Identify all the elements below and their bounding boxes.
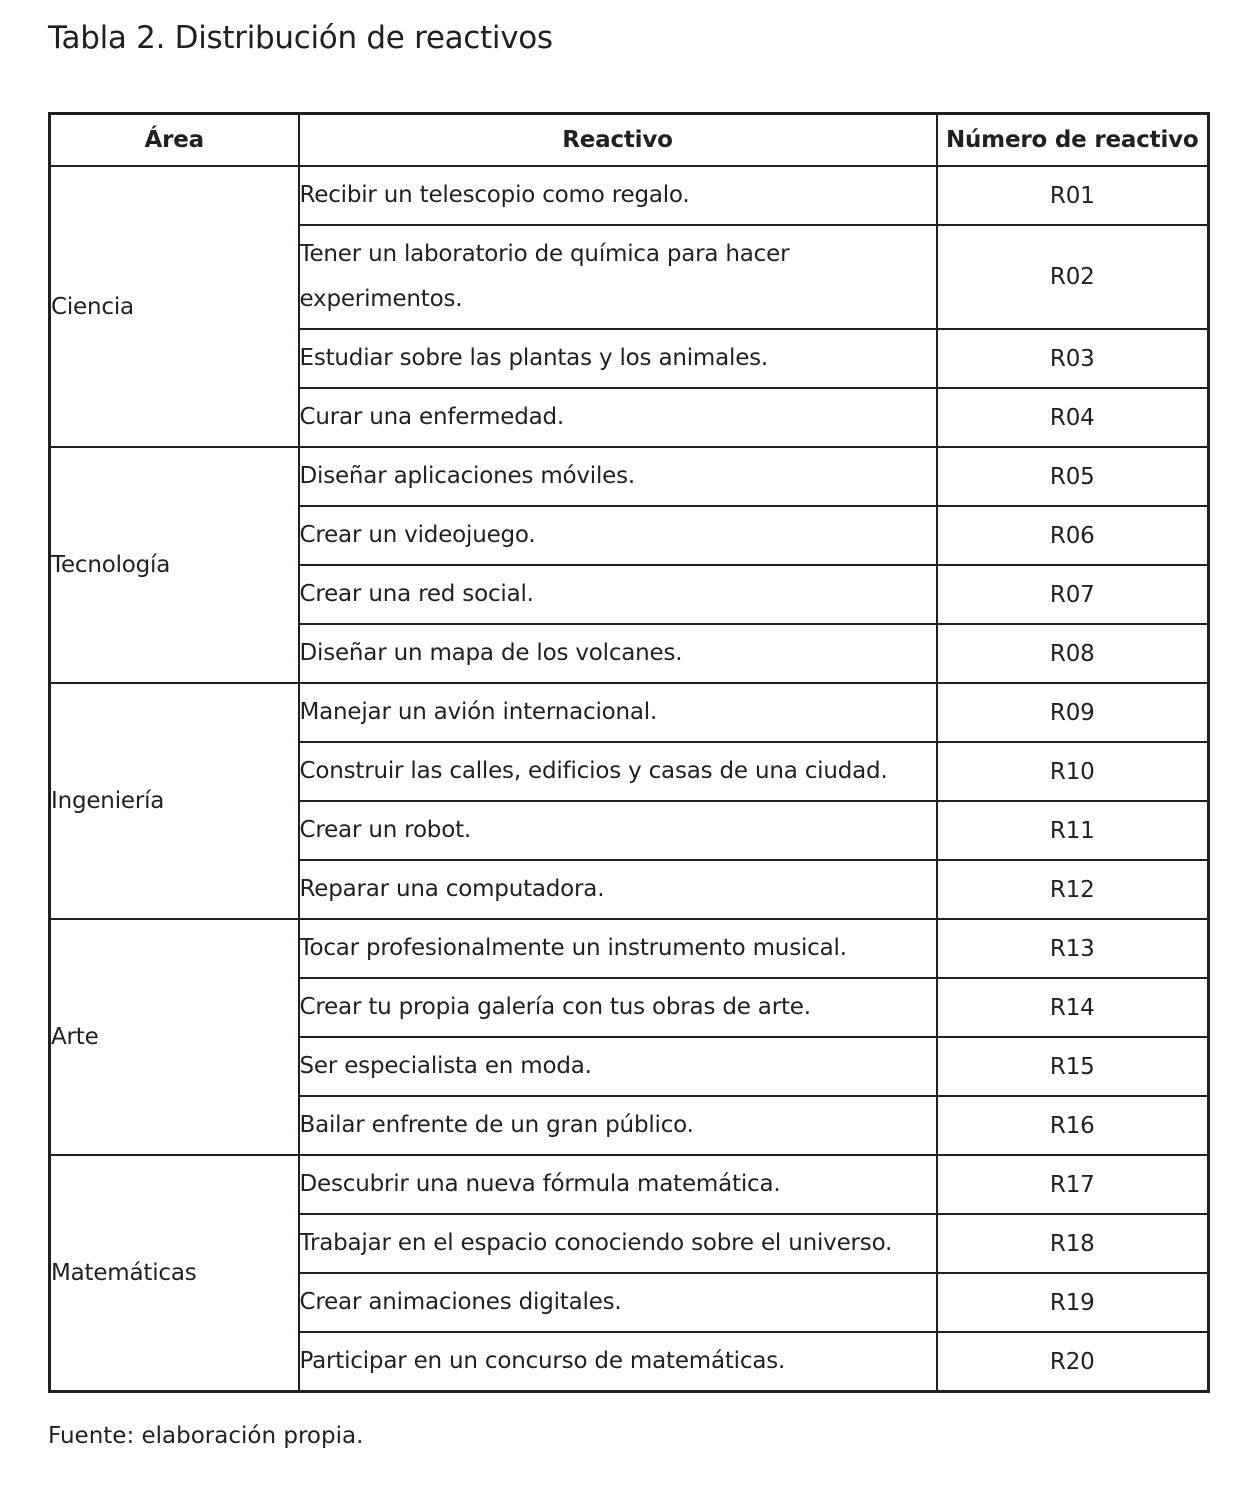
header-reactivo: Reactivo xyxy=(299,114,937,167)
table-title: Tabla 2. Distribución de reactivos xyxy=(48,20,553,56)
numero-cell: R19 xyxy=(937,1273,1209,1332)
area-cell-arte: Arte xyxy=(50,919,299,1155)
numero-cell: R04 xyxy=(937,388,1209,447)
reactivo-cell: Participar en un concurso de matemáticas. xyxy=(299,1332,937,1392)
reactivo-cell: Construir las calles, edificios y casas de una ciudad. xyxy=(299,742,937,801)
area-cell-ciencia: Ciencia xyxy=(50,166,299,447)
reactivo-cell: Trabajar en el espacio conociendo sobre el universo. xyxy=(299,1214,937,1273)
reactivo-cell: Diseñar un mapa de los volcanes. xyxy=(299,624,937,683)
reactivo-cell: Crear un videojuego. xyxy=(299,506,937,565)
numero-cell: R07 xyxy=(937,565,1209,624)
area-cell-matematicas: Matemáticas xyxy=(50,1155,299,1392)
reactivo-cell: Crear una red social. xyxy=(299,565,937,624)
reactivo-cell: Tener un laboratorio de química para hacer experimentos. xyxy=(299,225,937,329)
area-cell-ingenieria: Ingeniería xyxy=(50,683,299,919)
reactivo-cell: Curar una enfermedad. xyxy=(299,388,937,447)
table-row xyxy=(50,447,1209,506)
numero-cell: R03 xyxy=(937,329,1209,388)
numero-cell: R01 xyxy=(937,166,1209,225)
reactivo-cell: Crear animaciones digitales. xyxy=(299,1273,937,1332)
header-row xyxy=(50,114,1209,167)
reactivo-cell: Crear un robot. xyxy=(299,801,937,860)
reactivo-cell: Bailar enfrente de un gran público. xyxy=(299,1096,937,1155)
reactivo-cell: Descubrir una nueva fórmula matemática. xyxy=(299,1155,937,1214)
numero-cell: R10 xyxy=(937,742,1209,801)
reactivo-cell: Estudiar sobre las plantas y los animales. xyxy=(299,329,937,388)
table-row xyxy=(50,683,1209,742)
reactivo-cell: Ser especialista en moda. xyxy=(299,1037,937,1096)
table-row xyxy=(50,919,1209,978)
table-row xyxy=(50,1155,1209,1214)
numero-cell: R15 xyxy=(937,1037,1209,1096)
header-area: Área xyxy=(50,114,299,167)
numero-cell: R08 xyxy=(937,624,1209,683)
numero-cell: R14 xyxy=(937,978,1209,1037)
numero-cell: R20 xyxy=(937,1332,1209,1392)
source-note: Fuente: elaboración propia. xyxy=(48,1423,364,1449)
numero-cell: R09 xyxy=(937,683,1209,742)
numero-cell: R18 xyxy=(937,1214,1209,1273)
reactivo-cell: Recibir un telescopio como regalo. xyxy=(299,166,937,225)
numero-cell: R12 xyxy=(937,860,1209,919)
reactivo-cell: Tocar profesionalmente un instrumento musical. xyxy=(299,919,937,978)
numero-cell: R13 xyxy=(937,919,1209,978)
numero-cell: R11 xyxy=(937,801,1209,860)
reactivo-cell: Diseñar aplicaciones móviles. xyxy=(299,447,937,506)
reactivo-cell: Reparar una computadora. xyxy=(299,860,937,919)
distribution-table xyxy=(48,112,1210,1393)
numero-cell: R06 xyxy=(937,506,1209,565)
table-row xyxy=(50,166,1209,225)
numero-cell: R17 xyxy=(937,1155,1209,1214)
header-numero: Número de reactivo xyxy=(937,114,1209,167)
numero-cell: R05 xyxy=(937,447,1209,506)
numero-cell: R16 xyxy=(937,1096,1209,1155)
reactivo-cell: Manejar un avión internacional. xyxy=(299,683,937,742)
area-cell-tecnologia: Tecnología xyxy=(50,447,299,683)
reactivo-cell: Crear tu propia galería con tus obras de arte. xyxy=(299,978,937,1037)
numero-cell: R02 xyxy=(937,225,1209,329)
